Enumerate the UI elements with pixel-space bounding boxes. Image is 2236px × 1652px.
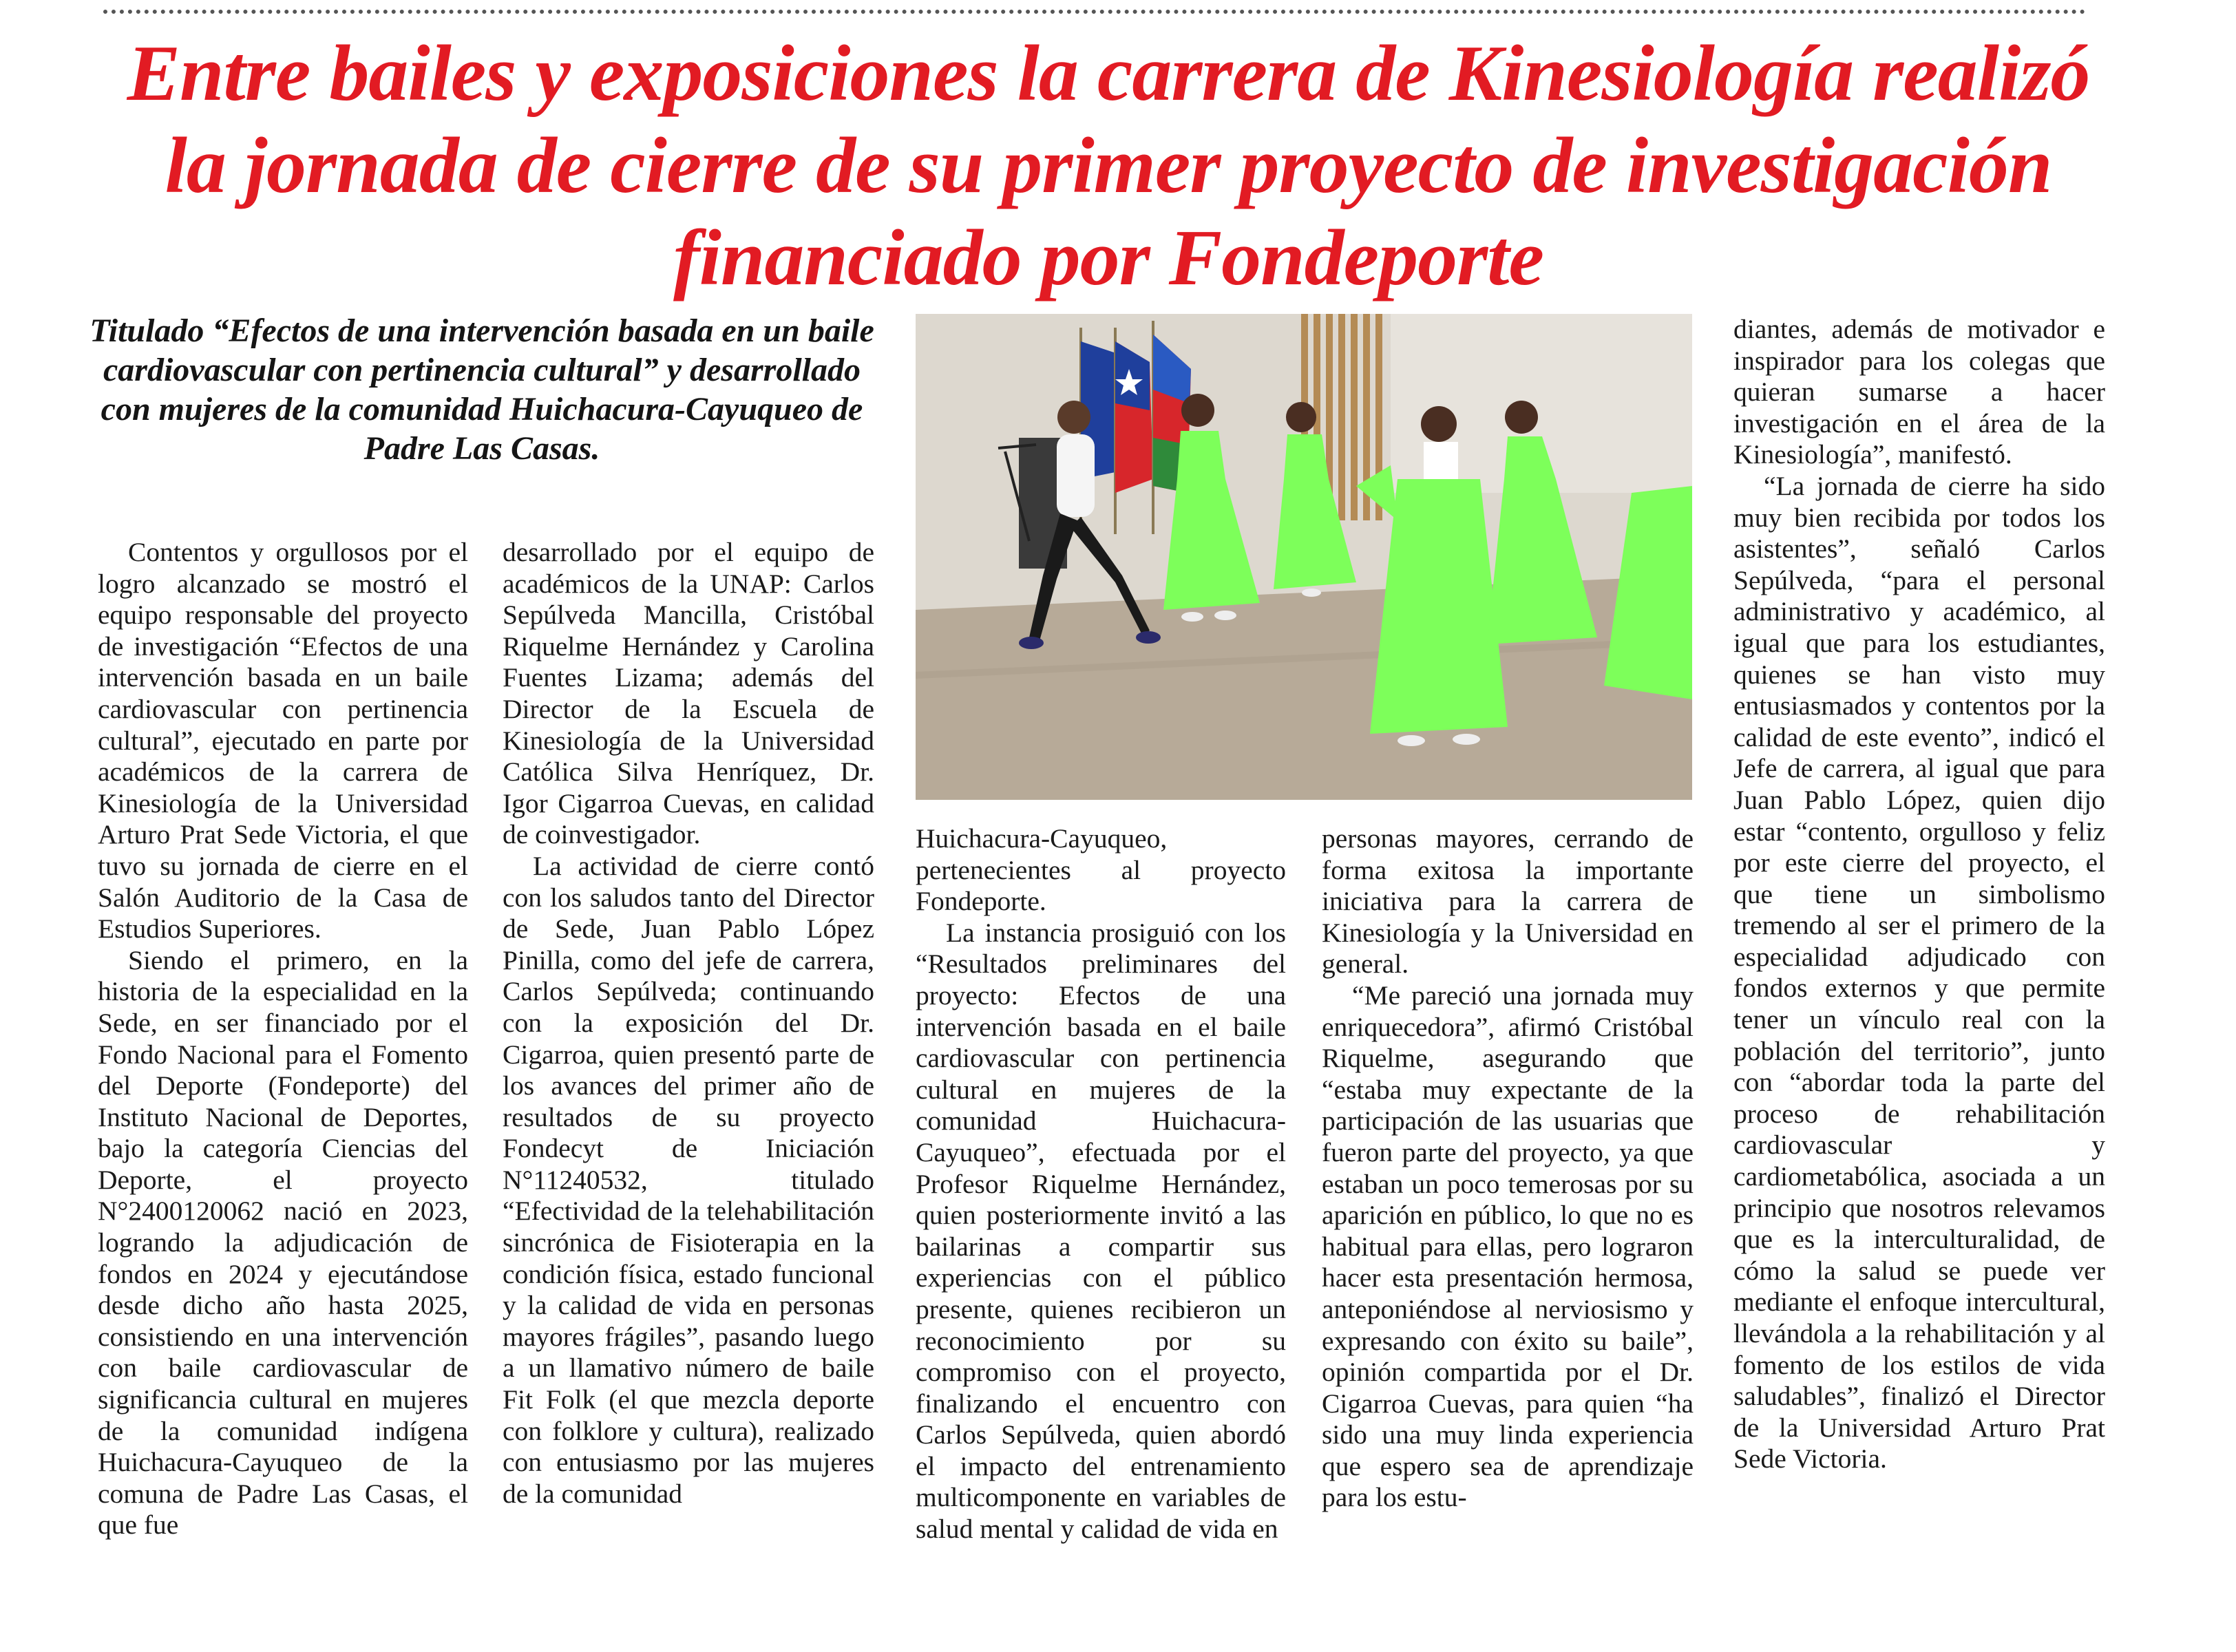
article-column-2 <box>503 537 874 1510</box>
article-column-1 <box>98 537 468 1541</box>
top-dotted-rule <box>103 10 2086 14</box>
paragraph: Contentos y orgullosos por el logro alcanzado se mostró el equipo responsable del proyecto de investigación “Efectos de una intervención basada en un baile cardiovascular con pertinencia cultural”, ejecutado en parte por académicos de la carrera de Kinesiología de la Universidad Arturo Prat Sede Victoria, el que tuvo su jornada de cierre en el Salón Auditorio de la Casa de Estudios Superiores. <box>98 537 468 944</box>
article-column-3 <box>916 823 1286 1545</box>
article-column-4 <box>1322 823 1694 1514</box>
article-photo <box>916 314 1692 800</box>
paragraph: La actividad de cierre contó con los saludos tanto del Director de Sede, Juan Pablo López Pinilla, como del jefe de carrera, Carlos Sepúlveda; continuando con la exposición del Dr. Cigarroa, quien presentó parte de los avances del primer año de resultados de su proyecto Fondecyt de Iniciación N°11240532, titulado “Efectividad de la telehabilitación sincrónica de Fisioterapia en la condición física, estado funcional y la calidad de vida en personas mayores frágiles”, pasando luego a un llamativo número de baile Fit Folk (el que mezcla deporte con folklore y cultura), realizado con entusiasmo por las mujeres de la comunidad <box>503 850 874 1509</box>
paragraph: La instancia prosiguió con los “Resultados preliminares del proyecto: Efectos de una intervención basada en el baile cardiovascular con pertinencia cultural en mujeres de la comunidad Huichacura-Cayuqueo”, efectuada por el Profesor Riquelme Hernández, quien posteriormente invitó a las bailarinas a compartir sus experiencias con el público presente, quienes recibieron un reconocimiento por su compromiso con el proyecto, finalizando el encuentro con Carlos Sepúlveda, quien abordó el impacto del entrenamiento multicomponente en variables de salud mental y calidad de vida en <box>916 917 1286 1545</box>
paragraph: “La jornada de cierre ha sido muy bien recibida por todos los asistentes”, señaló Carlos Sepúlveda, “para el personal administrativo y académico, al igual que para los estudiantes, quienes se han visto muy entusiasmados y contentos por la calidad de este evento”, indicó el Jefe de carrera, al igual que para Juan Pablo López, quien dijo estar “contento, orgulloso y feliz por este cierre del proyecto, el que tiene un simbolismo tremendo al ser el primero de la especialidad adjudicado con fondos externos y que permite tener un vínculo real con la población del territorio”, junto con “abordar toda la parte del proceso de rehabilitación cardiovascular y cardiometabólica, asociada a un principio que nosotros relevamos que es la interculturalidad, de cómo la salud se puede ver mediante el enfoque intercultural, llevándola a la rehabilitación y al fomento de los estilos de vida saludables”, finalizó el Director de la Universidad Arturo Prat Sede Victoria. <box>1733 470 2105 1474</box>
photo-dancers-icon <box>916 314 1692 800</box>
paragraph: personas mayores, cerrando de forma exitosa la importante iniciativa para la carrera de Kinesiología y la Universidad en general. <box>1322 823 1694 979</box>
paragraph: “Me pareció una jornada muy enriquecedora”, afirmó Cristóbal Riquelme, asegurando que “estaba muy expectante de la participación de las usuarias que fueron parte del proyecto, ya que estaban un poco temerosas por su aparición en público, lo que no es habitual para ellas, pero lograron hacer esta presentación hermosa, anteponiéndose al nerviosismo y expresando con éxito su baile”, opinión compartida por el Dr. Cigarroa Cuevas, para quien “ha sido una muy linda experiencia que espero sea de aprendizaje para los estu- <box>1322 979 1694 1513</box>
paragraph: Huichacura-Cayuqueo, pertenecientes al proyecto Fondeporte. <box>916 823 1286 917</box>
deck-subtitle: Titulado “Efectos de una intervención basada en un baile cardiovascular con pertinencia cultural” y desarrollado con mujeres de la comunidad Huichacura-Cayuqueo de Padre Las Casas. <box>89 313 874 467</box>
headline: Entre bailes y exposiciones la carrera de Kinesiología realizó la jornada de cierre de su primer proyecto de investigación financiado por Fondeporte <box>127 30 2090 302</box>
paragraph: diantes, además de motivador e inspirador para los colegas que quieran sumarse a hacer investigación en el área de la Kinesiología”, manifestó. <box>1733 314 2105 470</box>
paragraph: Siendo el primero, en la historia de la especialidad en la Sede, en ser financiado por el Fondo Nacional para el Fomento del Deporte (Fondeporte) del Instituto Nacional de Deportes, bajo la categoría Ciencias del Deporte, el proyecto N°2400120062 nació en 2023, logrando la adjudicación de fondos en 2024 y ejecutándose desde dicho año hasta 2025, consistiendo en una intervención con baile cardiovascular de significancia cultural en mujeres de la comunidad indígena Huichacura-Cayuqueo de la comuna de Padre Las Casas, el que fue <box>98 944 468 1540</box>
article-column-5 <box>1733 314 2105 1475</box>
paragraph: desarrollado por el equipo de académicos de la UNAP: Carlos Sepúlveda Mancilla, Cristóbal Riquelme Hernández y Carolina Fuentes Lizama; además del Director de la Escuela de Kinesiología de la Universidad Católica Silva Henríquez, Dr. Igor Cigarroa Cuevas, en calidad de coinvestigador. <box>503 537 874 850</box>
